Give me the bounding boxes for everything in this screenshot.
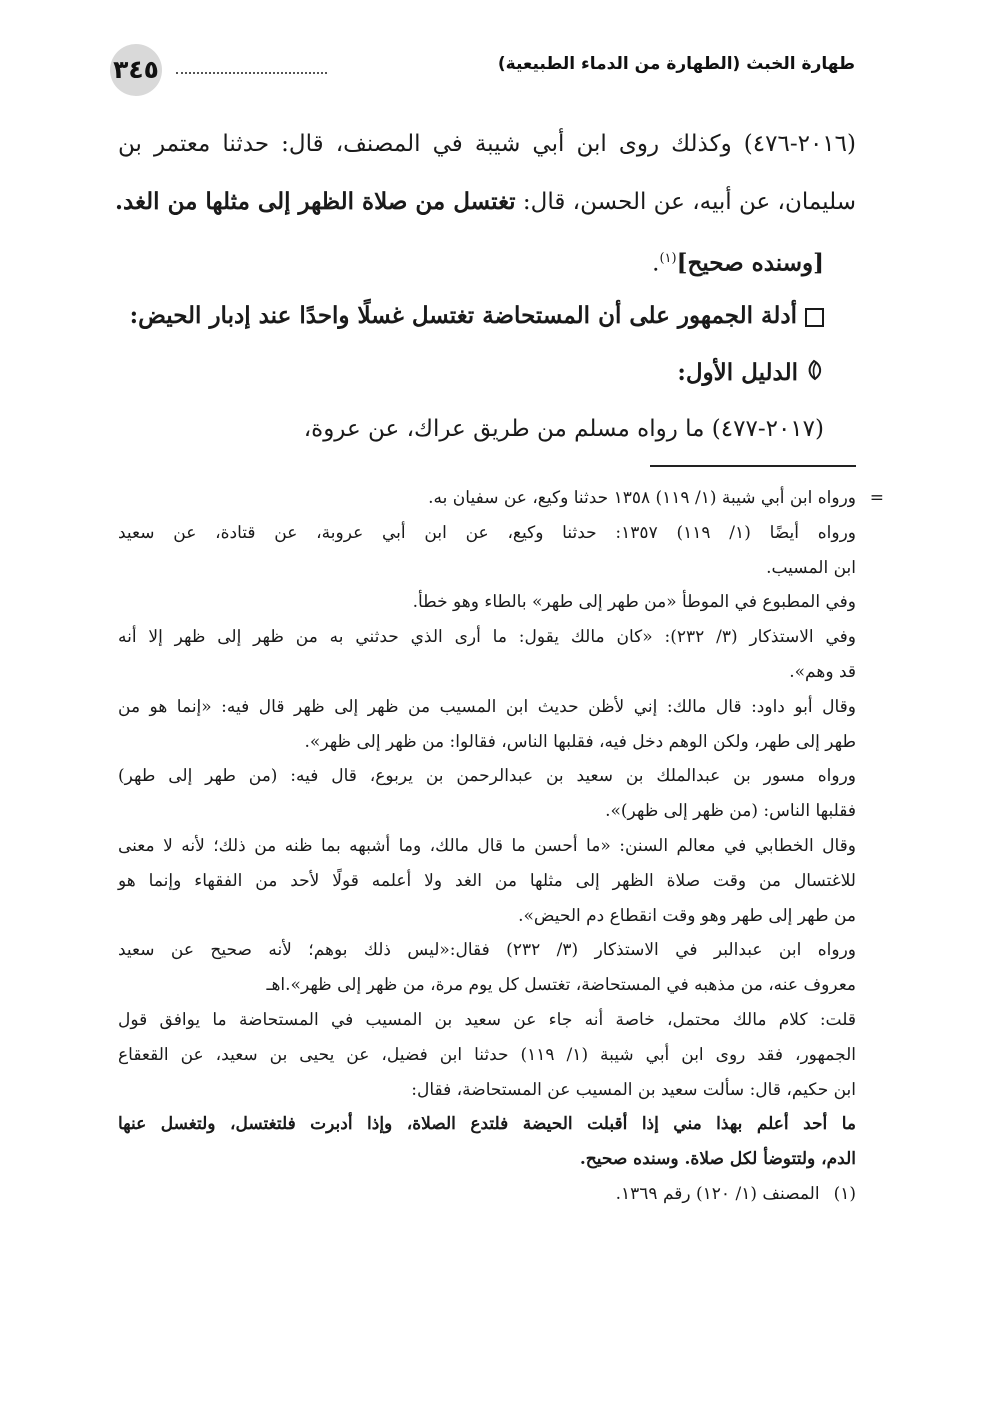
main-line: (٢٠١٦-٤٧٦) وكذلك روى ابن أبي شيبة في المصنف، قال: حدثنا معتمر بن [118,131,856,157]
footnote-line [118,1142,856,1177]
ruling-period: . [652,250,660,277]
section-heading [118,287,856,344]
footnote-line: الجمهور، فقد روى ابن أبي شيبة (١/ ١١٩) حدثنا ابن فضيل، عن يحيى بن سعيد، عن القعقاع [118,1044,856,1065]
footnote-line-text: ورواه ابن أبي شيبة (١/ ١١٩) ١٣٥٨ حدثنا وكيع، عن سفيان به. [428,488,856,508]
footnote-quote-bold: الدم، ولتتوضأ لكل صلاة. وسنده صحيح. [579,1149,856,1170]
footnote-line: قلت: كلام مالك محتمل، خاصة أنه جاء عن سعيد بن المسيب في المستحاضة ما يوافق قول [118,1009,856,1030]
footnote-line: وفي المطبوع في الموطأ «من طهر إلى طهر» بالطاء وهو خطأ. [412,592,856,613]
checkbox-square-icon [805,308,824,327]
footnote-line: معروف عنه، من مذهبه في المستحاضة، تغتسل كل يوم مرة، من ظهر إلى ظهر».اهـ [266,975,856,996]
footnote-line: للاغتسال من وقت صلاة الظهر إلى مثلها من الغد ولا أعلمه قولًا لأحد من الفقهاء وإنما هو [118,870,856,891]
footnote-ref[interactable]: (١) [659,251,677,266]
ruling-text: [وسنده صحيح] [676,249,824,277]
footnote-line: وقال أبو داود: قال مالك: إني لأظن حديث ابن المسيب من ظهر إلى ظهر قال فيه: «إنما هو من [118,696,856,717]
footnote-line: وفي الاستذكار (٣/ ٢٣٢): «كان مالك يقول: ما أرى الذي حدثني به من ظهر إلى ظهر إلا أنه [118,627,856,648]
footnote-quote-bold: ما أحد أعلم بهذا مني إذا أقبلت الحيضة فلتدع الصلاة، وإذا أدبرت فلتغتسل، ولتغسل عنها [118,1114,856,1135]
header-dotted-leader [176,72,327,74]
footnote-line [118,1107,856,1142]
footnote-line: ورواه مسور بن عبدالملك بن سعيد بن عبدالرحمن بن يربوع، قال فيه: (من طهر إلى طهر) [118,766,856,787]
main-line [118,230,856,287]
footnotes [118,481,884,1212]
footnote-line: قد وهم». [789,661,856,682]
page-header [110,44,855,100]
main-line-bold: تغتسل من صلاة الظهر إلى مثلها من الغد. [115,188,516,215]
footnote-line: ورواه ابن عبدالبر في الاستذكار (٣/ ٢٣٢) فقال:«ليس ذلك بوهم؛ لأنه صحيح عن سعيد [118,940,856,961]
footnote-line: من طهر إلى طهر وهو وقت انقطاع دم الحيض». [518,905,856,926]
main-line-plain: سليمان، عن أبيه، عن الحسن، قال: [515,189,856,215]
footnote-line: ابن المسيب. [766,557,856,578]
footnote-line: طهر إلى طهر، ولكن الوهم دخل فيه، فقلبها الناس، فقالوا: من ظهر إلى ظهر». [304,731,856,752]
proof-heading [118,344,856,401]
main-line [115,173,856,230]
main-text [115,116,856,458]
footnote-number: (١) [833,1183,856,1204]
running-title: طهارة الخبث (الطهارة من الدماء الطبيعية) [497,54,855,74]
footnote-1 [118,1177,856,1212]
footnote-separator [650,465,856,467]
footnote-text: المصنف (١/ ١٢٠) رقم ١٣٦٩. [615,1183,820,1204]
section-heading-text: أدلة الجمهور على أن المستحاضة تغتسل غسلًا واحدًا عند إدبار الحيض: [129,302,797,329]
footnote-line: فقلبها الناس: (من ظهر إلى ظهر)». [605,801,856,822]
continuation-mark: = [869,488,884,508]
proof-heading-text: الدليل الأول: [677,359,798,386]
footnote-line: ابن حكيم، قال: سألت سعيد بن المسيب عن المستحاضة، فقال: [411,1079,856,1100]
footnote-line [118,481,884,516]
page-number: ٣٤٥ [110,44,162,96]
footnote-line: ورواه أيضًا (١/ ١١٩) ١٣٥٧: حدثنا وكيع، عن ابن أبي عروبة، عن قتادة، عن سعيد [118,522,857,543]
main-line: (٢٠١٧-٤٧٧) ما رواه مسلم من طريق عراك، عن عروة، [303,416,824,442]
footnote-line: وقال الخطابي في معالم السنن: «ما أحسن ما قال مالك، وما أشبهه بما ظنه من ذلك؛ لأنه لا معنى [118,835,856,856]
leaf-ornament-icon [804,346,824,403]
